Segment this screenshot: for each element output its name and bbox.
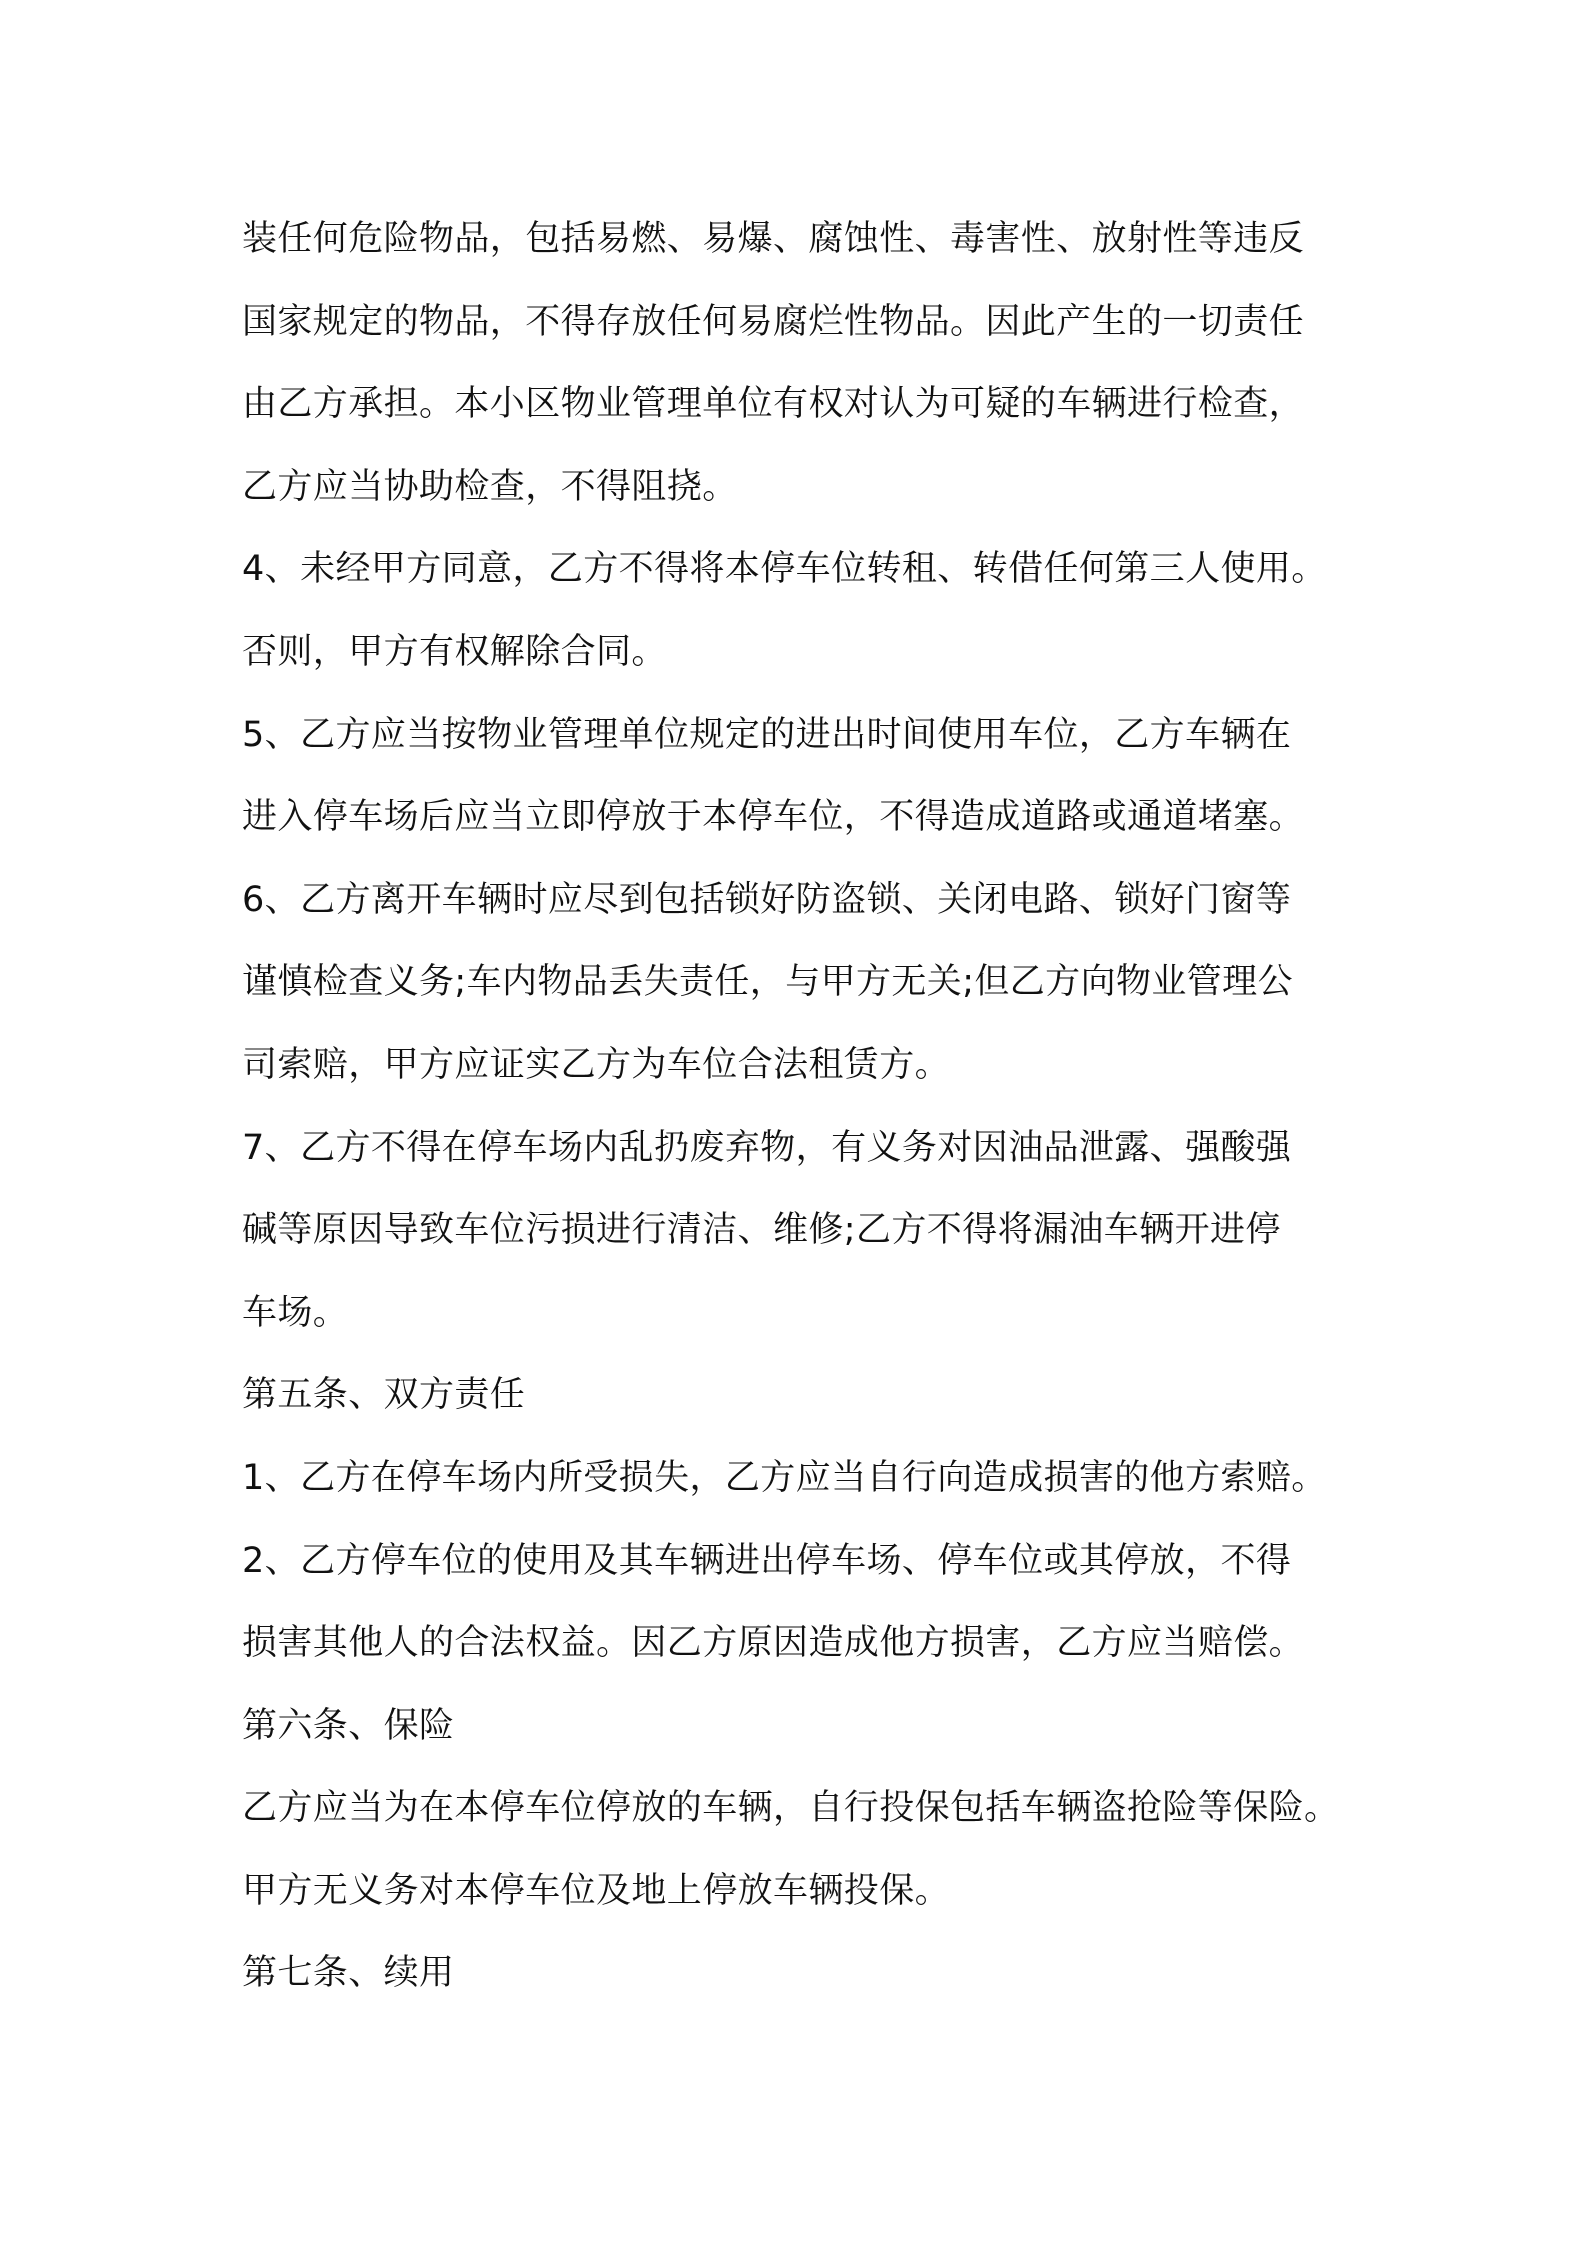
text-line: 国家规定的物品，不得存放任何易腐烂性物品。因此产生的一切责任 [242, 301, 1305, 342]
section-heading-article-5: 第五条、双方责任 [242, 1375, 526, 1416]
clause-5-line: 5、乙方应当按物业管理单位规定的进出时间使用车位，乙方车辆在 [242, 714, 1292, 755]
text-line: 碱等原因导致车位污损进行清洁、维修;乙方不得将漏油车辆开进停 [242, 1210, 1281, 1251]
text-line: 甲方无义务对本停车位及地上停放车辆投保。 [242, 1870, 951, 1911]
clause-7-line: 7、乙方不得在停车场内乱扔废弃物，有义务对因油品泄露、强酸强 [242, 1127, 1292, 1168]
text-line: 由乙方承担。本小区物业管理单位有权对认为可疑的车辆进行检查， [242, 384, 1305, 425]
clause-2-line: 2、乙方停车位的使用及其车辆进出停车场、停车位或其停放，不得 [242, 1540, 1292, 1581]
document-body [242, 198, 1372, 2015]
text-line: 谨慎检查义务;车内物品丢失责任，与甲方无关;但乙方向物业管理公 [242, 962, 1293, 1003]
section-heading-article-7: 第七条、续用 [242, 1953, 455, 1994]
text-line: 司索赔，甲方应证实乙方为车位合法租赁方。 [242, 1044, 951, 1085]
text-line: 车场。 [242, 1292, 349, 1333]
text-line: 否则，甲方有权解除合同。 [242, 631, 667, 672]
text-line: 装任何危险物品，包括易燃、易爆、腐蚀性、毒害性、放射性等违反 [242, 219, 1305, 259]
section-heading-article-6: 第六条、保险 [242, 1705, 455, 1746]
clause-1-line: 1、乙方在停车场内所受损失，乙方应当自行向造成损害的他方索赔。 [242, 1457, 1327, 1498]
text-line: 乙方应当为在本停车位停放的车辆，自行投保包括车辆盗抢险等保险。 [242, 1788, 1340, 1829]
clause-4-line: 4、未经甲方同意，乙方不得将本停车位转租、转借任何第三人使用。 [242, 549, 1327, 590]
text-line: 损害其他人的合法权益。因乙方原因造成他方损害，乙方应当赔偿。 [242, 1623, 1305, 1664]
text-line: 进入停车场后应当立即停放于本停车位，不得造成道路或通道堵塞。 [242, 797, 1305, 838]
clause-6-line: 6、乙方离开车辆时应尽到包括锁好防盗锁、关闭电路、锁好门窗等 [242, 879, 1292, 920]
text-line: 乙方应当协助检查，不得阻挠。 [242, 466, 738, 507]
